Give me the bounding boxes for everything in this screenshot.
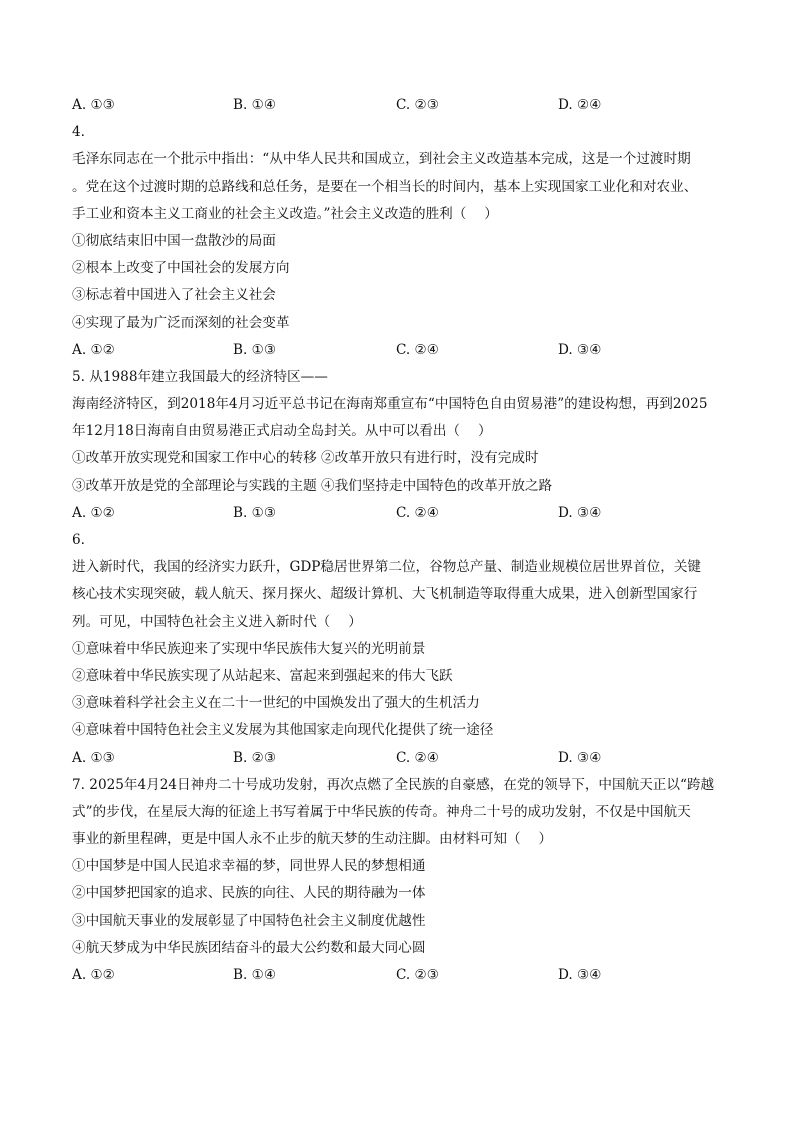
answer-options bbox=[72, 337, 722, 364]
statement-item: ②意味着中华民族实现了从站起来、富起来到强起来的伟大飞跃 bbox=[72, 667, 453, 684]
question-stem-line: 式”的步伐，在星辰大海的征途上书写着属于中华民族的传奇。神舟二十号的成功发射，不仅是中国航天 bbox=[72, 803, 691, 820]
question-stem-line: 。党在这个过渡时期的总路线和总任务，是要在一个相当长的时间内，基本上实现国家工业化和对农业、 bbox=[72, 178, 698, 195]
statement-item: ①意味着中华民族迎来了实现中华民族伟大复兴的光明前景 bbox=[72, 640, 426, 657]
option-c: C. ②④ bbox=[396, 341, 439, 358]
option-a: A. ①② bbox=[72, 504, 115, 521]
statement-item: ①改革开放实现党和国家工作中心的转移 ②改革开放只有进行时，没有完成时 bbox=[72, 450, 539, 467]
question-stem-line: 手工业和资本主义工商业的社会主义改造。”社会主义改造的胜利（ ） bbox=[72, 205, 498, 222]
question-number: 4. bbox=[72, 124, 85, 141]
question-stem-line: 7. 2025年4月24日神舟二十号成功发射，再次点燃了全民族的自豪感，在党的领导下，中国航天正以“跨越 bbox=[72, 776, 715, 793]
option-b: B. ②③ bbox=[233, 749, 277, 766]
question-stem-line: 毛泽东同志在一个批示中指出：“从中华人民共和国成立，到社会主义改造基本完成，这是一个过渡时期 bbox=[72, 151, 691, 168]
answer-options-q3 bbox=[72, 92, 722, 119]
question-stem-line: 5. 从1988年建立我国最大的经济特区—— bbox=[72, 368, 328, 385]
option-c: C. ②④ bbox=[396, 504, 439, 521]
statement-item: ③中国航天事业的发展彰显了中国特色社会主义制度优越性 bbox=[72, 912, 426, 929]
question-6 bbox=[72, 527, 722, 772]
option-d: D. ③④ bbox=[558, 749, 602, 766]
option-c: C. ②④ bbox=[396, 749, 439, 766]
option-b: B. ①③ bbox=[233, 341, 277, 358]
option-d: D. ③④ bbox=[558, 504, 602, 521]
statement-item: ③改革开放是党的全部理论与实践的主题 ④我们坚持走中国特色的改革开放之路 bbox=[72, 477, 553, 494]
answer-options bbox=[72, 500, 722, 527]
option-a: A. ①③ bbox=[72, 97, 115, 113]
option-a: A. ①③ bbox=[72, 749, 115, 766]
question-7 bbox=[72, 772, 722, 990]
statement-item: ①彻底结束旧中国一盘散沙的局面 bbox=[72, 232, 276, 249]
statement-item: ③意味着科学社会主义在二十一世纪的中国焕发出了强大的生机活力 bbox=[72, 695, 480, 712]
answer-options bbox=[72, 962, 722, 989]
question-stem-line: 进入新时代，我国的经济实力跃升，GDP稳居世界第二位，谷物总产量、制造业规模位居世界首位，关键 bbox=[72, 559, 702, 576]
question-4 bbox=[72, 119, 722, 364]
question-5 bbox=[72, 364, 722, 527]
statement-item: ③标志着中国进入了社会主义社会 bbox=[72, 287, 276, 304]
option-a: A. ①② bbox=[72, 341, 115, 358]
option-b: B. ①③ bbox=[233, 504, 277, 521]
option-b: B. ①④ bbox=[233, 967, 277, 983]
statement-item: ④航天梦成为中华民族团结奋斗的最大公约数和最大同心圆 bbox=[72, 939, 426, 956]
question-number: 6. bbox=[72, 532, 85, 548]
option-d: D. ③④ bbox=[558, 967, 602, 983]
option-a: A. ①② bbox=[72, 967, 115, 983]
question-stem-line: 列。可见，中国特色社会主义进入新时代（ ） bbox=[72, 613, 362, 630]
answer-options bbox=[72, 745, 722, 772]
option-d: D. ②④ bbox=[558, 97, 602, 113]
statement-item: ②根本上改变了中国社会的发展方向 bbox=[72, 260, 290, 277]
option-d: D. ③④ bbox=[558, 341, 602, 358]
statement-item: ②中国梦把国家的追求、民族的向往、人民的期待融为一体 bbox=[72, 885, 426, 902]
question-stem-line: 海南经济特区，到2018年4月习近平总书记在海南郑重宣布“中国特色自由贸易港”的建设构想，再到2025 bbox=[72, 396, 708, 413]
statement-item: ①中国梦是中国人民追求幸福的梦，同世界人民的梦想相通 bbox=[72, 858, 426, 875]
option-b: B. ①④ bbox=[233, 97, 277, 113]
option-c: C. ②③ bbox=[396, 967, 439, 983]
statement-item: ④实现了最为广泛而深刻的社会变革 bbox=[72, 314, 290, 331]
option-c: C. ②③ bbox=[396, 97, 439, 113]
statement-item: ④意味着中国特色社会主义发展为其他国家走向现代化提供了统一途径 bbox=[72, 722, 494, 739]
question-stem-line: 核心技术实现突破，载人航天、探月探火、超级计算机、大飞机制造等取得重大成果，进入创新型国家行 bbox=[72, 586, 698, 603]
question-stem-line: 年12月18日海南自由贸易港正式启动全岛封关。从中可以看出（ ） bbox=[72, 423, 492, 440]
question-stem-line: 事业的新里程碑，更是中国人永不止步的航天梦的生动注脚。由材料可知（ ） bbox=[72, 831, 553, 848]
exam-page bbox=[72, 92, 722, 989]
